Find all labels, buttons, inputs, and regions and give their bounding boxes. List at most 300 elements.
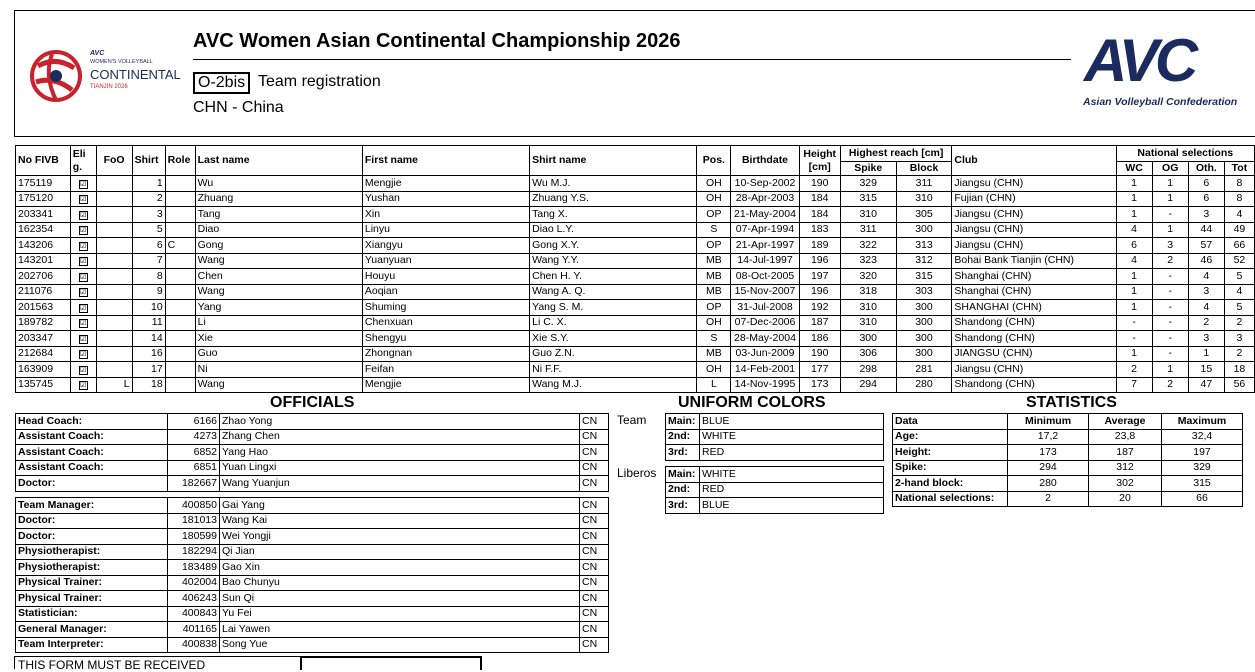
player-tot: 5 — [1224, 300, 1254, 316]
player-club: Shanghai (CHN) — [952, 269, 1116, 285]
player-shirt-name: Tang X. — [530, 207, 697, 223]
player-height: 196 — [799, 284, 840, 300]
official-number: 6852 — [168, 445, 220, 461]
player-tot: 3 — [1224, 331, 1254, 347]
player-oth: 47 — [1188, 377, 1224, 393]
header-national-selections: National selections — [1116, 146, 1254, 162]
form-code: O-2bis — [193, 72, 250, 94]
player-spike-reach: 322 — [840, 238, 896, 254]
player-wc: 4 — [1116, 253, 1152, 269]
uniform-row — [666, 482, 884, 498]
player-block-reach: 315 — [896, 269, 952, 285]
player-position: MB — [697, 346, 731, 362]
official-role: Assistant Coach: — [16, 429, 168, 445]
roster-row — [16, 377, 1255, 393]
player-height: 189 — [799, 238, 840, 254]
player-foo — [96, 253, 132, 269]
player-og: 2 — [1152, 377, 1188, 393]
player-shirt-name: Diao L.Y. — [530, 222, 697, 238]
official-number: 400843 — [168, 606, 220, 622]
player-fivb-number: 201563 — [16, 300, 71, 316]
player-oth: 4 — [1188, 300, 1224, 316]
player-role — [165, 284, 195, 300]
official-name: Zhang Chen — [220, 429, 580, 445]
header-no-fivb: No FIVB — [16, 146, 71, 176]
official-role: Assistant Coach: — [16, 445, 168, 461]
player-birthdate: 14-Nov-1995 — [731, 377, 799, 393]
team-name: CHN - China — [193, 99, 284, 116]
player-og: - — [1152, 284, 1188, 300]
player-shirt-number: 14 — [132, 331, 165, 347]
player-role — [165, 315, 195, 331]
player-first-name: Xiangyu — [362, 238, 529, 254]
official-name: Yang Hao — [220, 445, 580, 461]
player-birthdate: 21-Apr-1997 — [731, 238, 799, 254]
player-oth: 2 — [1188, 315, 1224, 331]
header-shirt-name: Shirt name — [530, 146, 697, 176]
player-role — [165, 222, 195, 238]
player-og: 3 — [1152, 238, 1188, 254]
official-role: Statistician: — [16, 606, 168, 622]
official-nationality: CN — [580, 575, 609, 591]
player-position: MB — [697, 269, 731, 285]
statistics-label: 2-hand block: — [893, 476, 1008, 492]
player-shirt-name: Wang Y.Y. — [530, 253, 697, 269]
player-og: 1 — [1152, 176, 1188, 192]
player-eligibility — [70, 207, 96, 223]
player-spike-reach: 298 — [840, 362, 896, 378]
statistics-label: Height: — [893, 445, 1008, 461]
statistics-label: Spike: — [893, 460, 1008, 476]
player-position: MB — [697, 253, 731, 269]
checkbox-icon: ☑ — [79, 320, 87, 328]
avc-logo-mark: AVC — [1084, 27, 1195, 94]
official-name: Zhao Yong — [220, 414, 580, 430]
official-name: Bao Chunyu — [220, 575, 580, 591]
player-role — [165, 191, 195, 207]
roster-row — [16, 253, 1255, 269]
player-birthdate: 28-Apr-2003 — [731, 191, 799, 207]
officials-table-2 — [15, 497, 609, 653]
player-foo — [96, 315, 132, 331]
player-wc: 1 — [1116, 207, 1152, 223]
player-birthdate: 21-May-2004 — [731, 207, 799, 223]
player-shirt-name: Wang A. Q. — [530, 284, 697, 300]
player-shirt-number: 10 — [132, 300, 165, 316]
player-fivb-number: 189782 — [16, 315, 71, 331]
player-height: 187 — [799, 315, 840, 331]
checkbox-icon: ☑ — [79, 366, 87, 374]
player-block-reach: 300 — [896, 300, 952, 316]
uniform-row — [666, 445, 884, 461]
statistics-header: Minimum — [1008, 414, 1089, 430]
avc-logo-caption: Asian Volleyball Confederation — [1083, 96, 1238, 108]
header-pos: Pos. — [697, 146, 731, 176]
official-nationality: CN — [580, 606, 609, 622]
official-role: Head Coach: — [16, 414, 168, 430]
logo-line1: AVC — [90, 50, 105, 57]
player-eligibility — [70, 269, 96, 285]
uniform-row — [666, 429, 884, 445]
official-row — [16, 622, 609, 638]
official-number: 6851 — [168, 460, 220, 476]
player-tot: 8 — [1224, 191, 1254, 207]
uniform-slot: Main: — [666, 414, 700, 430]
player-wc: 1 — [1116, 269, 1152, 285]
player-height: 183 — [799, 222, 840, 238]
official-number: 183489 — [168, 560, 220, 576]
player-role — [165, 331, 195, 347]
player-shirt-name: Chen H. Y. — [530, 269, 697, 285]
uniform-color: RED — [700, 445, 884, 461]
official-name: Wang Yuanjun — [220, 476, 580, 492]
player-first-name: Linyu — [362, 222, 529, 238]
checkbox-icon: ☑ — [79, 242, 87, 250]
player-oth: 3 — [1188, 207, 1224, 223]
header-spike: Spike — [840, 162, 896, 176]
official-number: 181013 — [168, 513, 220, 529]
logo-line2: WOMEN'S VOLLEYBALL — [90, 59, 153, 65]
player-last-name: Tang — [195, 207, 362, 223]
player-club: Jiangsu (CHN) — [952, 362, 1116, 378]
uniform-slot: 2nd: — [666, 482, 700, 498]
header-role: Role — [165, 146, 195, 176]
player-position: OH — [697, 315, 731, 331]
player-wc: 2 — [1116, 362, 1152, 378]
player-height: 192 — [799, 300, 840, 316]
player-club: Shandong (CHN) — [952, 315, 1116, 331]
player-role — [165, 176, 195, 192]
player-og: - — [1152, 331, 1188, 347]
header-tot: Tot — [1224, 162, 1254, 176]
player-birthdate: 08-Oct-2005 — [731, 269, 799, 285]
player-shirt-number: 9 — [132, 284, 165, 300]
player-height: 190 — [799, 176, 840, 192]
player-wc: 1 — [1116, 191, 1152, 207]
player-tot: 4 — [1224, 284, 1254, 300]
official-name: Gai Yang — [220, 498, 580, 514]
player-foo — [96, 176, 132, 192]
official-nationality: CN — [580, 476, 609, 492]
statistics-average: 23,8 — [1089, 429, 1162, 445]
header-elig: Eli g. — [70, 146, 96, 176]
official-name: Lai Yawen — [220, 622, 580, 638]
official-nationality: CN — [580, 591, 609, 607]
uniform-slot: Main: — [666, 467, 700, 483]
statistics-row — [893, 460, 1243, 476]
player-eligibility — [70, 176, 96, 192]
player-height: 196 — [799, 253, 840, 269]
official-role: Doctor: — [16, 529, 168, 545]
player-tot: 2 — [1224, 346, 1254, 362]
player-block-reach: 300 — [896, 346, 952, 362]
uniform-liberos-table — [665, 466, 884, 514]
official-nationality: CN — [580, 414, 609, 430]
player-block-reach: 305 — [896, 207, 952, 223]
official-nationality: CN — [580, 429, 609, 445]
player-club: Jiangsu (CHN) — [952, 207, 1116, 223]
player-eligibility — [70, 284, 96, 300]
official-number: 6166 — [168, 414, 220, 430]
official-row — [16, 513, 609, 529]
player-og: - — [1152, 315, 1188, 331]
player-tot: 2 — [1224, 315, 1254, 331]
page-title: AVC Women Asian Continental Championship 2026 — [193, 30, 681, 52]
player-foo — [96, 284, 132, 300]
player-oth: 15 — [1188, 362, 1224, 378]
official-row — [16, 544, 609, 560]
official-name: Song Yue — [220, 637, 580, 653]
statistics-minimum: 294 — [1008, 460, 1089, 476]
player-wc: - — [1116, 315, 1152, 331]
statistics-header-row — [893, 414, 1243, 430]
player-shirt-name: Li C. X. — [530, 315, 697, 331]
statistics-minimum: 173 — [1008, 445, 1089, 461]
official-row — [16, 529, 609, 545]
player-height: 197 — [799, 269, 840, 285]
statistics-header: Data — [893, 414, 1008, 430]
official-nationality: CN — [580, 513, 609, 529]
player-first-name: Zhongnan — [362, 346, 529, 362]
player-position: OH — [697, 176, 731, 192]
player-shirt-number: 2 — [132, 191, 165, 207]
player-oth: 3 — [1188, 284, 1224, 300]
player-oth: 4 — [1188, 269, 1224, 285]
statistics-minimum: 2 — [1008, 491, 1089, 507]
player-og: - — [1152, 346, 1188, 362]
official-number: 182667 — [168, 476, 220, 492]
official-row — [16, 476, 609, 492]
player-eligibility — [70, 362, 96, 378]
roster-row — [16, 346, 1255, 362]
player-block-reach: 303 — [896, 284, 952, 300]
official-role: Doctor: — [16, 513, 168, 529]
player-block-reach: 313 — [896, 238, 952, 254]
player-oth: 57 — [1188, 238, 1224, 254]
player-first-name: Shuming — [362, 300, 529, 316]
player-oth: 46 — [1188, 253, 1224, 269]
player-wc: 6 — [1116, 238, 1152, 254]
roster-row — [16, 207, 1255, 223]
player-last-name: Guo — [195, 346, 362, 362]
official-name: Wei Yongji — [220, 529, 580, 545]
uniform-color: BLUE — [700, 414, 884, 430]
official-name: Gao Xin — [220, 560, 580, 576]
officials-table-1 — [15, 413, 609, 492]
statistics-table — [892, 413, 1243, 507]
player-club: Shanghai (CHN) — [952, 284, 1116, 300]
player-club: Shandong (CHN) — [952, 331, 1116, 347]
statistics-maximum: 197 — [1162, 445, 1243, 461]
player-shirt-name: Yang S. M. — [530, 300, 697, 316]
official-nationality: CN — [580, 529, 609, 545]
player-height: 184 — [799, 207, 840, 223]
player-last-name: Xie — [195, 331, 362, 347]
player-first-name: Yuanyuan — [362, 253, 529, 269]
player-last-name: Diao — [195, 222, 362, 238]
player-height: 186 — [799, 331, 840, 347]
official-number: 402004 — [168, 575, 220, 591]
official-role: Physical Trainer: — [16, 575, 168, 591]
player-wc: 7 — [1116, 377, 1152, 393]
statistics-average: 302 — [1089, 476, 1162, 492]
header-og: OG — [1152, 162, 1188, 176]
player-tot: 49 — [1224, 222, 1254, 238]
player-block-reach: 300 — [896, 315, 952, 331]
player-foo — [96, 331, 132, 347]
player-club: Shandong (CHN) — [952, 377, 1116, 393]
official-row — [16, 445, 609, 461]
checkbox-icon: ☑ — [79, 258, 87, 266]
player-club: Jiangsu (CHN) — [952, 222, 1116, 238]
uniform-colors-title: UNIFORM COLORS — [678, 394, 826, 411]
roster-row — [16, 238, 1255, 254]
header-first-name: First name — [362, 146, 529, 176]
player-last-name: Wang — [195, 377, 362, 393]
statistics-maximum: 329 — [1162, 460, 1243, 476]
official-row — [16, 498, 609, 514]
championship-logo — [28, 46, 188, 106]
player-oth: 44 — [1188, 222, 1224, 238]
player-shirt-number: 1 — [132, 176, 165, 192]
player-oth: 3 — [1188, 331, 1224, 347]
official-nationality: CN — [580, 637, 609, 653]
player-wc: 1 — [1116, 176, 1152, 192]
player-birthdate: 03-Jun-2009 — [731, 346, 799, 362]
header-wc: WC — [1116, 162, 1152, 176]
official-name: Yu Fei — [220, 606, 580, 622]
player-height: 190 — [799, 346, 840, 362]
statistics-header: Average — [1089, 414, 1162, 430]
player-role — [165, 269, 195, 285]
player-birthdate: 14-Jul-1997 — [731, 253, 799, 269]
uniform-team-table — [665, 413, 884, 461]
official-row — [16, 637, 609, 653]
header-block: Block — [896, 162, 952, 176]
player-shirt-name: Wu M.J. — [530, 176, 697, 192]
player-club: Jiangsu (CHN) — [952, 238, 1116, 254]
official-row — [16, 460, 609, 476]
player-first-name: Aoqian — [362, 284, 529, 300]
player-last-name: Wu — [195, 176, 362, 192]
player-first-name: Xin — [362, 207, 529, 223]
statistics-header: Maximum — [1162, 414, 1243, 430]
player-tot: 52 — [1224, 253, 1254, 269]
official-role: Physiotherapist: — [16, 544, 168, 560]
roster-row — [16, 222, 1255, 238]
player-shirt-name: Gong X.Y. — [530, 238, 697, 254]
player-foo — [96, 222, 132, 238]
player-first-name: Mengjie — [362, 377, 529, 393]
player-wc: - — [1116, 331, 1152, 347]
player-shirt-number: 8 — [132, 269, 165, 285]
uniform-team-label: Team — [617, 413, 647, 427]
player-shirt-name: Guo Z.N. — [530, 346, 697, 362]
roster-row — [16, 191, 1255, 207]
player-shirt-name: Zhuang Y.S. — [530, 191, 697, 207]
player-position: OP — [697, 238, 731, 254]
roster-row — [16, 331, 1255, 347]
player-wc: 4 — [1116, 222, 1152, 238]
roster-row — [16, 284, 1255, 300]
roster-table — [15, 145, 1255, 393]
official-number: 400838 — [168, 637, 220, 653]
player-fivb-number: 175120 — [16, 191, 71, 207]
roster-row — [16, 315, 1255, 331]
player-og: - — [1152, 269, 1188, 285]
official-number: 4273 — [168, 429, 220, 445]
player-block-reach: 310 — [896, 191, 952, 207]
statistics-minimum: 17,2 — [1008, 429, 1089, 445]
player-block-reach: 300 — [896, 331, 952, 347]
player-last-name: Zhuang — [195, 191, 362, 207]
uniform-slot: 3rd: — [666, 445, 700, 461]
title-divider — [193, 59, 1071, 60]
player-oth: 6 — [1188, 191, 1224, 207]
player-eligibility — [70, 315, 96, 331]
official-role: Team Interpreter: — [16, 637, 168, 653]
official-role: Physiotherapist: — [16, 560, 168, 576]
player-position: OP — [697, 300, 731, 316]
roster-row — [16, 300, 1255, 316]
player-role — [165, 207, 195, 223]
player-tot: 66 — [1224, 238, 1254, 254]
player-last-name: Wang — [195, 284, 362, 300]
player-shirt-name: Wang M.J. — [530, 377, 697, 393]
player-spike-reach: 300 — [840, 331, 896, 347]
player-eligibility — [70, 346, 96, 362]
player-fivb-number: 203347 — [16, 331, 71, 347]
official-name: Qi Jian — [220, 544, 580, 560]
player-birthdate: 07-Dec-2006 — [731, 315, 799, 331]
player-spike-reach: 310 — [840, 207, 896, 223]
checkbox-icon: ☑ — [79, 382, 87, 390]
player-spike-reach: 311 — [840, 222, 896, 238]
player-birthdate: 14-Feb-2001 — [731, 362, 799, 378]
checkbox-icon: ☑ — [79, 335, 87, 343]
uniform-row — [666, 414, 884, 430]
official-row — [16, 606, 609, 622]
official-number: 401165 — [168, 622, 220, 638]
player-height: 173 — [799, 377, 840, 393]
player-position: S — [697, 222, 731, 238]
player-last-name: Chen — [195, 269, 362, 285]
player-fivb-number: 163909 — [16, 362, 71, 378]
uniform-color: WHITE — [700, 467, 884, 483]
statistics-minimum: 280 — [1008, 476, 1089, 492]
official-row — [16, 429, 609, 445]
player-position: OH — [697, 362, 731, 378]
official-row — [16, 575, 609, 591]
player-first-name: Yushan — [362, 191, 529, 207]
header-oth: Oth. — [1188, 162, 1224, 176]
header-highest-reach: Highest reach [cm] — [840, 146, 952, 162]
player-height: 177 — [799, 362, 840, 378]
statistics-average: 312 — [1089, 460, 1162, 476]
uniform-slot: 3rd: — [666, 498, 700, 514]
roster-row — [16, 362, 1255, 378]
official-role: Assistant Coach: — [16, 460, 168, 476]
player-eligibility — [70, 238, 96, 254]
statistics-average: 20 — [1089, 491, 1162, 507]
header-birthdate: Birthdate — [731, 146, 799, 176]
logo-line4: TIANJIN 2026 — [90, 84, 128, 90]
player-shirt-number: 6 — [132, 238, 165, 254]
player-eligibility — [70, 377, 96, 393]
player-position: OP — [697, 207, 731, 223]
player-last-name: Gong — [195, 238, 362, 254]
player-role: C — [165, 238, 195, 254]
